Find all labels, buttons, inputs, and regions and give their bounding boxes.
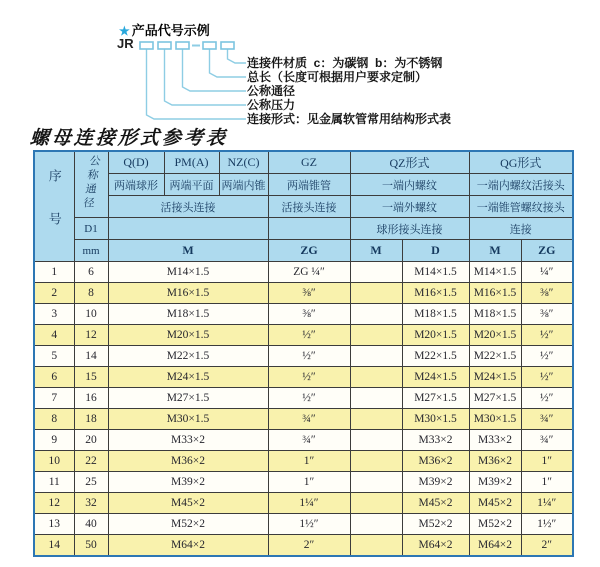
- table-row: [34, 346, 573, 367]
- cell-qg-m: M33×2: [469, 430, 521, 451]
- cell-m: M30×1.5: [108, 409, 268, 430]
- cell-qg-m: M14×1.5: [469, 262, 521, 283]
- cell-no: 2: [34, 283, 74, 304]
- header-qg-unit-zg: ZG: [521, 240, 573, 262]
- table-row: [34, 283, 573, 304]
- header-qpn-connect: 活接头连接: [108, 196, 268, 218]
- cell-no: 12: [34, 493, 74, 514]
- cell-m: M18×1.5: [108, 304, 268, 325]
- cell-qz-m: [350, 409, 402, 430]
- header-dn: [74, 151, 108, 218]
- cell-no: 11: [34, 472, 74, 493]
- cell-qg-zg: 1¼″: [521, 493, 573, 514]
- cell-qz-d: M52×2: [402, 514, 469, 535]
- header-dn-label: 公称通径: [81, 155, 101, 211]
- cell-qg-zg: ½″: [521, 367, 573, 388]
- code-label-connection: 连接形式：见金属软管常用结构形式表: [247, 112, 452, 126]
- cell-qg-zg: ½″: [521, 325, 573, 346]
- cell-m: M33×2: [108, 430, 268, 451]
- cell-qz-d: M45×2: [402, 493, 469, 514]
- leader-line-3: [183, 49, 247, 91]
- table-row: [34, 304, 573, 325]
- header-qg-connect: 连接: [469, 218, 573, 240]
- cell-m: M64×2: [108, 535, 268, 557]
- header-qz-unit-m: M: [350, 240, 402, 262]
- cell-dn: 20: [74, 430, 108, 451]
- cell-qz-d: M14×1.5: [402, 262, 469, 283]
- table-title: 螺母连接形式参考表: [29, 127, 229, 149]
- header-qz-type-a: 一端内螺纹: [350, 174, 469, 196]
- cell-gz: 1″: [268, 451, 350, 472]
- cell-qz-m: [350, 283, 402, 304]
- cell-qz-d: M39×2: [402, 472, 469, 493]
- cell-qz-d: M30×1.5: [402, 409, 469, 430]
- cell-m: M36×2: [108, 451, 268, 472]
- cell-m: M27×1.5: [108, 388, 268, 409]
- cell-m: M52×2: [108, 514, 268, 535]
- cell-m: M22×1.5: [108, 346, 268, 367]
- cell-gz: ¾″: [268, 430, 350, 451]
- code-box-4: [203, 42, 216, 49]
- header-pm-code: PM(A): [164, 151, 219, 174]
- star-icon: ★: [119, 24, 130, 38]
- table-body: [34, 262, 573, 557]
- cell-qz-d: M36×2: [402, 451, 469, 472]
- cell-qz-m: [350, 304, 402, 325]
- cell-dn: 40: [74, 514, 108, 535]
- cell-qg-m: M64×2: [469, 535, 521, 557]
- header-nz-code: NZ(C): [219, 151, 268, 174]
- header-d1: D1: [74, 218, 108, 240]
- cell-qz-d: M24×1.5: [402, 367, 469, 388]
- cell-qg-zg: ½″: [521, 388, 573, 409]
- code-label-diameter: 公称通径: [247, 84, 296, 98]
- cell-m: M20×1.5: [108, 325, 268, 346]
- cell-qg-m: M22×1.5: [469, 346, 521, 367]
- header-qz-unit-d: D: [402, 240, 469, 262]
- table-row: [34, 535, 573, 557]
- leader-line-5: [228, 49, 247, 63]
- cell-qg-zg: 1″: [521, 451, 573, 472]
- cell-no: 7: [34, 388, 74, 409]
- code-label-length: 总长（长度可根据用户要求定制）: [247, 70, 428, 84]
- cell-qz-d: M27×1.5: [402, 388, 469, 409]
- header-mm: mm: [74, 240, 108, 262]
- header-qpn-unit: M: [108, 240, 268, 262]
- code-prefix: JR: [117, 36, 134, 51]
- cell-no: 3: [34, 304, 74, 325]
- cell-dn: 15: [74, 367, 108, 388]
- cell-qz-d: M22×1.5: [402, 346, 469, 367]
- table-row: [34, 514, 573, 535]
- cell-gz: ½″: [268, 346, 350, 367]
- header-gz-code: GZ: [268, 151, 350, 174]
- header-qz-type-b: 一端外螺纹: [350, 196, 469, 218]
- cell-m: M16×1.5: [108, 283, 268, 304]
- cell-qz-m: [350, 367, 402, 388]
- cell-qg-m: M39×2: [469, 472, 521, 493]
- table-row: [34, 388, 573, 409]
- cell-qz-m: [350, 535, 402, 557]
- header-q-code: Q(D): [108, 151, 164, 174]
- header-qg-type-b: 一端锥管螺纹接头: [469, 196, 573, 218]
- cell-qg-zg: 1½″: [521, 514, 573, 535]
- cell-qg-m: M27×1.5: [469, 388, 521, 409]
- header-seq: [34, 151, 74, 262]
- cell-qz-m: [350, 451, 402, 472]
- header-blank-gz: [268, 218, 350, 240]
- table-row: [34, 472, 573, 493]
- cell-no: 1: [34, 262, 74, 283]
- cell-no: 5: [34, 346, 74, 367]
- cell-qg-zg: ¼″: [521, 262, 573, 283]
- header-qz-code: QZ形式: [350, 151, 469, 174]
- cell-no: 6: [34, 367, 74, 388]
- cell-dn: 32: [74, 493, 108, 514]
- header-seq-label: 序号: [46, 169, 62, 255]
- cell-qg-m: M20×1.5: [469, 325, 521, 346]
- cell-qz-d: M33×2: [402, 430, 469, 451]
- cell-gz: ½″: [268, 388, 350, 409]
- table-row: [34, 367, 573, 388]
- code-label-material: 连接件材质 c：为碳钢 b：为不锈钢: [247, 56, 443, 70]
- cell-dn: 12: [74, 325, 108, 346]
- cell-no: 10: [34, 451, 74, 472]
- cell-m: M14×1.5: [108, 262, 268, 283]
- header-gz-unit: ZG: [268, 240, 350, 262]
- header-q-type: 两端球形: [108, 174, 164, 196]
- header-pm-type: 两端平面: [164, 174, 219, 196]
- cell-qg-m: M18×1.5: [469, 304, 521, 325]
- cell-qz-m: [350, 262, 402, 283]
- cell-qg-zg: 1″: [521, 472, 573, 493]
- header-gz-connect: 活接头连接: [268, 196, 350, 218]
- code-box-2: [158, 42, 171, 49]
- header-gz-type: 两端锥管: [268, 174, 350, 196]
- cell-qg-m: M36×2: [469, 451, 521, 472]
- cell-qz-d: M20×1.5: [402, 325, 469, 346]
- cell-qz-m: [350, 346, 402, 367]
- cell-qz-m: [350, 325, 402, 346]
- table-row: [34, 409, 573, 430]
- header-qg-code: QG形式: [469, 151, 573, 174]
- header-qz-connect: 球形接头连接: [350, 218, 469, 240]
- cell-qg-m: M24×1.5: [469, 367, 521, 388]
- cell-gz: ¾″: [268, 409, 350, 430]
- code-box-5: [221, 42, 234, 49]
- nut-connection-reference-table: [33, 150, 574, 557]
- cell-qg-zg: ⅜″: [521, 283, 573, 304]
- cell-qz-m: [350, 472, 402, 493]
- cell-qg-zg: ⅜″: [521, 304, 573, 325]
- cell-m: M39×2: [108, 472, 268, 493]
- code-diagram-heading-text: 产品代号示例: [131, 23, 210, 38]
- table-row: [34, 493, 573, 514]
- cell-dn: 6: [74, 262, 108, 283]
- cell-gz: ½″: [268, 325, 350, 346]
- cell-qg-m: M16×1.5: [469, 283, 521, 304]
- cell-qz-d: M18×1.5: [402, 304, 469, 325]
- code-label-pressure: 公称压力: [247, 98, 296, 112]
- cell-dn: 14: [74, 346, 108, 367]
- cell-qz-m: [350, 493, 402, 514]
- cell-no: 4: [34, 325, 74, 346]
- cell-dn: 10: [74, 304, 108, 325]
- cell-m: M45×2: [108, 493, 268, 514]
- header-blank-left: [108, 218, 268, 240]
- header-nz-type: 两端内锥: [219, 174, 268, 196]
- cell-no: 14: [34, 535, 74, 557]
- cell-qg-m: M45×2: [469, 493, 521, 514]
- cell-qz-m: [350, 514, 402, 535]
- cell-gz: 1½″: [268, 514, 350, 535]
- cell-gz: ⅜″: [268, 304, 350, 325]
- table-row: [34, 430, 573, 451]
- code-box-3: [176, 42, 189, 49]
- leader-line-1: [147, 49, 247, 119]
- cell-dn: 18: [74, 409, 108, 430]
- cell-qz-d: M16×1.5: [402, 283, 469, 304]
- cell-qg-m: M30×1.5: [469, 409, 521, 430]
- cell-dn: 8: [74, 283, 108, 304]
- cell-dn: 50: [74, 535, 108, 557]
- cell-no: 9: [34, 430, 74, 451]
- cell-qg-m: M52×2: [469, 514, 521, 535]
- cell-no: 8: [34, 409, 74, 430]
- cell-qg-zg: ¾″: [521, 409, 573, 430]
- code-box-1: [140, 42, 153, 49]
- cell-qg-zg: ¾″: [521, 430, 573, 451]
- cell-no: 13: [34, 514, 74, 535]
- cell-gz: ½″: [268, 367, 350, 388]
- cell-dn: 22: [74, 451, 108, 472]
- cell-dn: 16: [74, 388, 108, 409]
- table-row: [34, 451, 573, 472]
- cell-qg-zg: 2″: [521, 535, 573, 557]
- table-row: [34, 325, 573, 346]
- cell-qg-zg: ½″: [521, 346, 573, 367]
- cell-gz: 1¼″: [268, 493, 350, 514]
- cell-gz: 2″: [268, 535, 350, 557]
- header-qg-unit-m: M: [469, 240, 521, 262]
- cell-qz-m: [350, 430, 402, 451]
- header-qg-type-a: 一端内螺纹活接头: [469, 174, 573, 196]
- cell-dn: 25: [74, 472, 108, 493]
- cell-gz: 1″: [268, 472, 350, 493]
- cell-qz-d: M64×2: [402, 535, 469, 557]
- cell-m: M24×1.5: [108, 367, 268, 388]
- table-row: [34, 262, 573, 283]
- cell-gz: ZG ¼″: [268, 262, 350, 283]
- cell-gz: ⅜″: [268, 283, 350, 304]
- cell-qz-m: [350, 388, 402, 409]
